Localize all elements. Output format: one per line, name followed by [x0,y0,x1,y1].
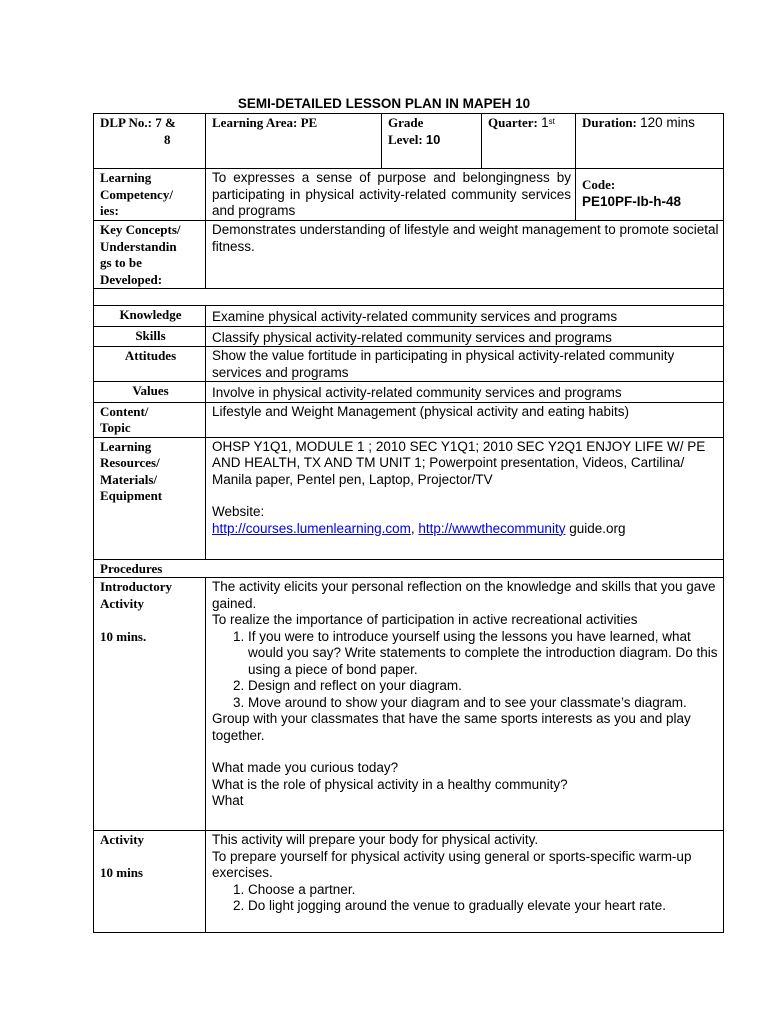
code-label: Code: [582,177,616,192]
resources-text: OHSP Y1Q1, MODULE 1 ; 2010 SEC Y1Q1; 2010 SEC Y2Q1 ENJOY LIFE W/ PE AND HEALTH, TX AND TM UNIT 1; Powerpoint presentation, Videos, Cartilina/ Manila paper, Pentel pen, Laptop, Projector/TV [212,438,706,487]
dlp-label: DLP No.: [100,115,152,130]
activity-p1: This activity will prepare your body for physical activity. [212,832,539,847]
key-concepts-label-line-3: gs to be [100,255,142,270]
resources-label [94,437,206,559]
introductory-p3: Group with your classmates that have the same sports interests as you and play together. [212,711,691,743]
activity-p2: To prepare yourself for physical activity using general or sports-specific warm-up exercises. [212,848,692,880]
key-concepts-row [94,221,724,289]
introductory-q2: What is the role of physical activity in a healthy community? [212,776,568,792]
learning-area-cell [206,114,382,169]
lesson-plan-table [93,113,724,933]
content-label-line-2: Topic [100,420,131,435]
attitudes-text: Show the value fortitude in participating in physical activity-related community services and programs [206,347,724,382]
dlp-cell [94,114,206,169]
competency-label-line-1: Learning [100,170,152,185]
key-concepts-label [94,221,206,289]
introductory-p1: The activity elicits your personal reflection on the knowledge and skills that you gave gained. [212,579,716,611]
content-text: Lifestyle and Weight Management (physical activity and eating habits) [206,402,724,437]
values-text: Involve in physical activity-related community services and programs [206,382,724,403]
lumenlearning-link[interactable]: http://courses.lumenlearning.com [212,520,411,536]
website-links [212,521,719,538]
quarter-value: 1 [541,115,549,130]
grade-level-cell [382,114,482,169]
learning-area-value: PE [300,115,318,130]
procedures-row [94,559,724,578]
link-tail: guide.org [569,520,626,536]
thecommunity-link[interactable]: http://wwwthecommunity [418,520,566,536]
procedures-label: Procedures [94,559,206,578]
introductory-q3: What [212,793,244,808]
introductory-time: 10 mins. [100,628,147,644]
activity-cell [206,831,724,933]
content-label [94,402,206,437]
introductory-row [94,578,724,831]
introductory-cell [206,578,724,831]
activity-steps [212,882,719,915]
competency-label-line-2: Competency/ [100,186,173,202]
code-cell [576,169,724,221]
level-label: Level: [388,131,423,147]
attitudes-label: Attitudes [94,347,206,382]
page-title: SEMI-DETAILED LESSON PLAN IN MAPEH 10 [237,96,531,111]
key-concepts-text: Demonstrates understanding of lifestyle and weight management to promote societal fitness. [206,221,724,289]
activity-label [94,831,206,933]
introductory-p2: To realize the importance of participation in active recreational activities [212,612,638,627]
list-item: 3. Move around to show your diagram and to see your classmate’s diagram. [248,695,719,712]
objective-row-attitudes [94,347,724,382]
key-concepts-label-line-1: Key Concepts/ [100,222,181,237]
content-label-line-1: Content/ [100,403,149,419]
dlp-value: 7 & [155,115,176,130]
introductory-label [94,578,206,831]
activity-label-line-1: Activity [100,832,145,847]
objective-row-values [94,382,724,403]
objective-row-skills [94,326,724,347]
competency-text: To expresses a sense of purpose and belongingness by participating in physical activity-related community services and programs [206,169,576,221]
knowledge-label: Knowledge [94,306,206,327]
introductory-label-line-1: Introductory [100,579,172,594]
quarter-cell [482,114,576,169]
activity-time: 10 mins [100,865,143,880]
competency-label-line-3: ies: [100,203,119,218]
knowledge-text: Examine physical activity-related community services and programs [206,306,724,327]
spacer-row [94,289,724,306]
key-concepts-label-line-2: Understandin [100,238,177,254]
quarter-label: Quarter: [488,115,538,130]
competency-row [94,169,724,221]
resources-label-line-2: Resources/ [100,455,160,470]
dlp-value-2: 8 [164,131,171,147]
competency-label [94,169,206,221]
skills-label: Skills [94,326,206,347]
duration-cell [576,114,724,169]
duration-label: Duration: [582,115,637,130]
quarter-suffix: st [548,117,555,126]
key-concepts-label-line-4: Developed: [100,271,163,287]
values-label: Values [94,382,206,403]
resources-label-line-4: Equipment [100,488,163,503]
list-item: 2. Do light jogging around the venue to gradually elevate your heart rate. [248,898,719,915]
introductory-q1: What made you curious today? [212,760,399,775]
grade-label: Grade [388,115,424,130]
introductory-steps [212,629,719,712]
link-separator: , [410,520,415,536]
resources-row [94,437,724,559]
activity-row [94,831,724,933]
website-label: Website: [212,504,265,519]
skills-text: Classify physical activity-related community services and programs [206,326,724,347]
introductory-label-line-2: Activity [100,595,145,611]
resources-label-line-3: Materials/ [100,471,158,487]
spacer-cell [94,289,724,306]
list-item: 2. Design and reflect on your diagram. [248,678,719,695]
learning-area-label: Learning Area: [212,115,298,130]
list-item: 1. Choose a partner. [248,882,719,899]
list-item: 1. If you were to introduce yourself using the lessons you have learned, what would you say? Write statements to complete the introduction diagram. Do this using a piece of bond paper. [248,629,719,679]
code-value: PE10PF-Ib-h-48 [582,193,682,209]
objective-row-knowledge [94,306,724,327]
grade-value: 10 [425,131,441,147]
duration-value: 120 mins [640,115,695,130]
procedures-blank [206,559,724,578]
resources-cell [206,437,724,559]
content-row [94,402,724,437]
resources-label-line-1: Learning [100,438,152,454]
header-row [94,114,724,169]
